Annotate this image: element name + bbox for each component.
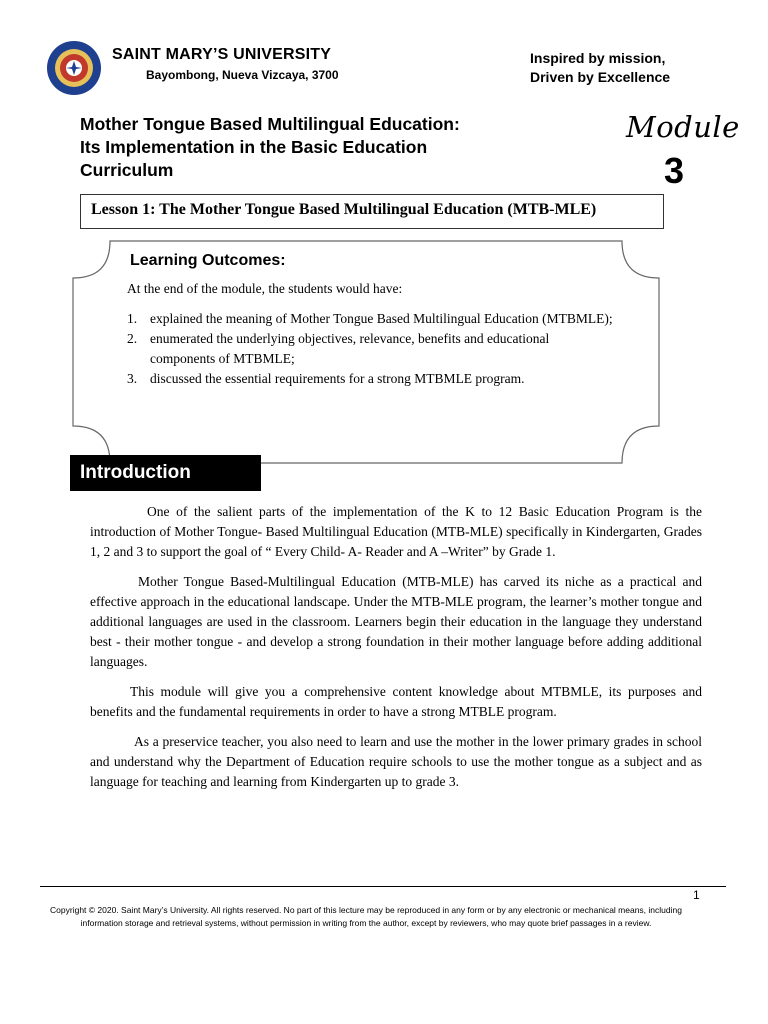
introduction-banner (70, 455, 261, 491)
paragraph: This module will give you a comprehensive content knowledge about MTBMLE, its purposes and benefits and the fundamental requirements in order to have a strong MTBLE program. (90, 684, 702, 719)
title-line-2: Its Implementation in the Basic Education (80, 137, 428, 157)
outcomes-heading: Learning Outcomes: (130, 252, 286, 269)
lesson-box (80, 194, 664, 229)
outcome-number: 3. (127, 371, 138, 386)
copyright-line-1: Copyright © 2020. Saint Mary’s University. All rights reserved. No part of this lecture may be reproduced in any form or by any electronic or mechanical means, including (50, 905, 682, 915)
page-number: 1 (693, 888, 700, 902)
motto-line-2: Driven by Excellence (530, 69, 671, 85)
motto-line-1: Inspired by mission, (530, 50, 666, 66)
outcome-number: 2. (127, 331, 138, 346)
document-title (80, 113, 520, 182)
outcome-text: explained the meaning of Mother Tongue Based Multilingual Education (MTBMLE); (150, 311, 613, 326)
university-address: Bayombong, Nueva Vizcaya, 3700 (146, 68, 339, 82)
university-name: SAINT MARY’S UNIVERSITY (112, 46, 332, 63)
title-line-3: Curriculum (80, 160, 174, 180)
module-label: Module (626, 110, 740, 144)
title-line-1: Mother Tongue Based Multilingual Education: (80, 114, 460, 134)
copyright-notice (40, 904, 692, 930)
paragraph: One of the salient parts of the implementation of the K to 12 Basic Education Program is the introduction of Mother Tongue- Based Multilingual Education (MTB-MLE) specifically in Kindergarten, Grades 1, 2 and 3 to support the goal of “ Every Child- A- Reader and A –Writer” by Grade 1. (90, 504, 702, 559)
university-seal-icon (46, 40, 102, 96)
outcome-text: discussed the essential requirements for a strong MTBMLE program. (150, 371, 525, 386)
outcome-item (127, 369, 617, 389)
footer-divider (40, 886, 726, 887)
outcome-number: 1. (127, 311, 138, 326)
outcomes-list (127, 309, 617, 389)
introduction-heading: Introduction (80, 462, 191, 483)
introduction-body (90, 502, 702, 802)
university-motto (530, 49, 710, 87)
outcomes-intro: At the end of the module, the students would have: (127, 281, 403, 296)
outcome-text: enumerated the underlying objectives, relevance, benefits and educational components of MTBMLE; (150, 331, 550, 366)
outcome-item (127, 329, 617, 369)
outcome-item (127, 309, 617, 329)
paragraph: Mother Tongue Based-Multilingual Education (MTB-MLE) has carved its niche as a practical and effective approach in the educational landscape. Under the MTB-MLE program, the learner’s mother tongue and additional languages are used in the classroom. Learners begin their education in the language they understand best - their mother tongue - and develop a strong foundation in their mother language before adding additional languages. (90, 574, 702, 669)
paragraph: As a preservice teacher, you also need to learn and use the mother in the lower primary grades in school and understand why the Department of Education require schools to use the mother tongue as a subject and as language for teaching and learning from Kindergarten up to grade 3. (90, 734, 702, 789)
copyright-line-2: information storage and retrieval systems, without permission in writing from the author, except by reviewers, who may quote brief passages in a review. (80, 918, 652, 928)
module-number: 3 (664, 150, 685, 191)
lesson-title: Lesson 1: The Mother Tongue Based Multilingual Education (MTB-MLE) (91, 201, 597, 218)
